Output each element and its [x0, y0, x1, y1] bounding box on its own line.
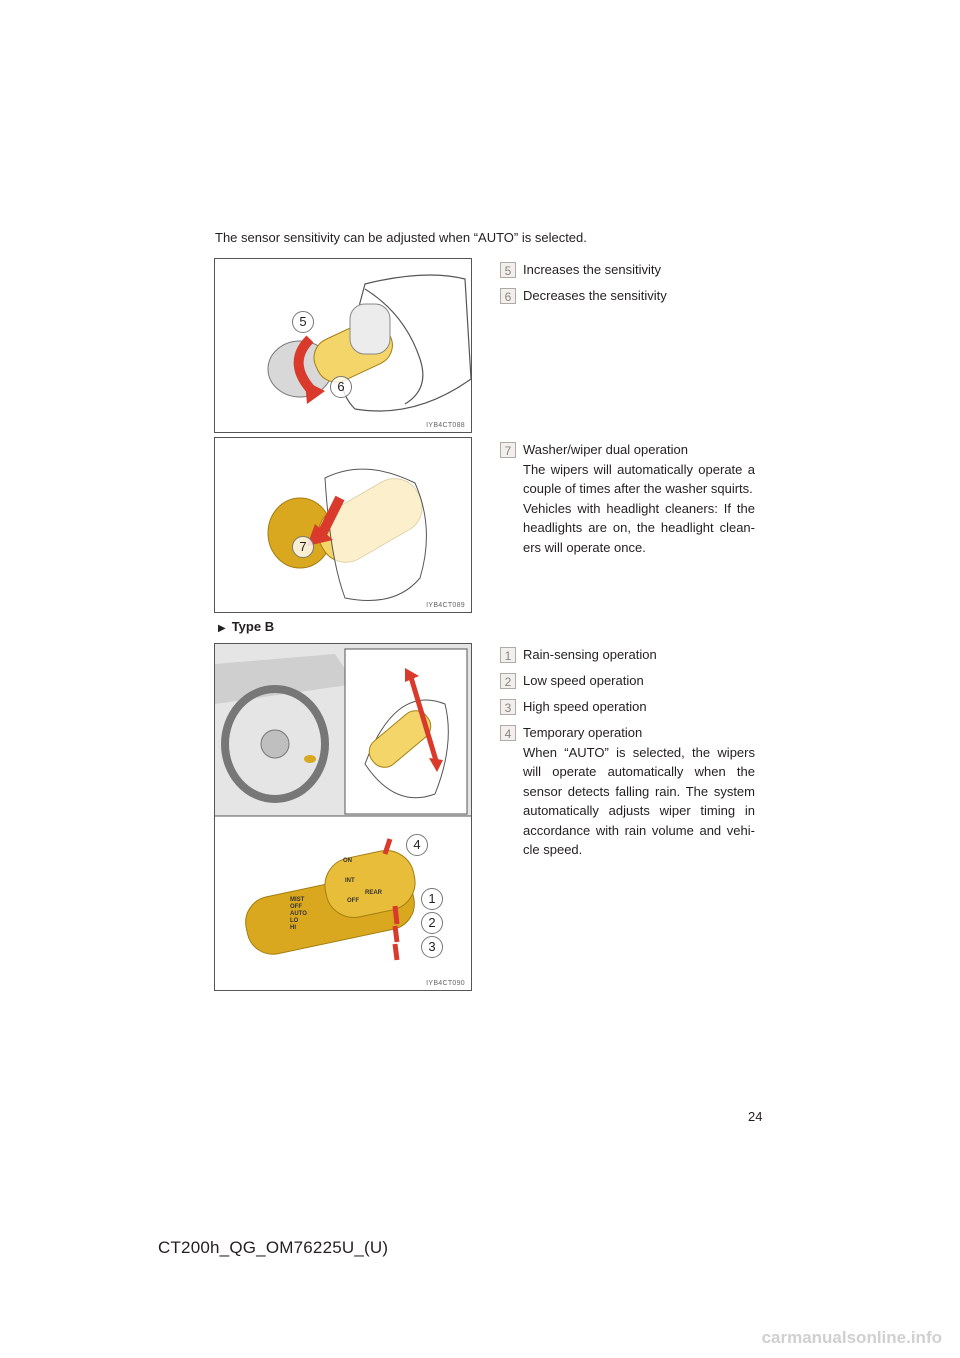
item-title: Increases the sensitivity: [523, 262, 662, 277]
figure-code: IYB4CT090: [426, 980, 465, 987]
callout-1: 1: [421, 888, 443, 910]
item-high-speed: [500, 697, 755, 717]
washer-label-rear: REAR: [365, 890, 383, 896]
figure-illustration: [215, 259, 471, 432]
item-number-badge: 7: [500, 442, 516, 458]
item-title: Temporary operation: [523, 725, 643, 740]
item-washer-wiper-dual: [500, 440, 755, 557]
item-temporary-operation: [500, 723, 755, 860]
item-number-badge: 6: [500, 288, 516, 304]
washer-label-on: ON: [343, 858, 352, 864]
triangle-marker-icon: ▶: [218, 623, 226, 634]
item-increase-sensitivity: [500, 260, 755, 280]
lever-label-auto: AUTO: [290, 911, 307, 917]
type-b-heading: [218, 619, 274, 634]
callout-3: 3: [421, 936, 443, 958]
callout-7: 7: [292, 536, 314, 558]
footer-doc-code: CT200h_QG_OM76225U_(U): [158, 1238, 389, 1257]
item-number-badge: 5: [500, 262, 516, 278]
item-description-headlight: Vehicles with headlight cleaners: If the headlights are on, the headlight clean ers will operate once.: [523, 500, 755, 555]
item-number-badge: 1: [500, 647, 516, 663]
item-title: Low speed operation: [523, 673, 644, 688]
item-low-speed: [500, 671, 755, 691]
callout-4: 4: [406, 834, 428, 856]
washer-label-int: INT: [345, 878, 355, 884]
intro-text: The sensor sensitivity can be adjusted when “AUTO” is selected.: [215, 230, 587, 245]
callout-2: 2: [421, 912, 443, 934]
callout-5: 5: [292, 311, 314, 333]
callout-6: 6: [330, 376, 352, 398]
watermark: carmanualsonline.info: [761, 1328, 942, 1347]
washer-label-off: OFF: [347, 898, 359, 904]
item-number-badge: 4: [500, 725, 516, 741]
item-title: Washer/wiper dual operation: [523, 442, 688, 457]
item-number-badge: 3: [500, 699, 516, 715]
page-number: 24: [748, 1109, 763, 1124]
figure-washer-operation: [214, 437, 472, 613]
figure-illustration: [215, 438, 471, 612]
lever-label-hi: HI: [290, 925, 296, 931]
item-description: The wipers will automatically operate a couple of times after the washer squirts.: [523, 461, 755, 496]
lever-label-off: OFF: [290, 904, 302, 910]
type-b-label: Type B: [231, 619, 275, 634]
figure-code: IYB4CT089: [426, 602, 465, 609]
item-number-badge: 2: [500, 673, 516, 689]
item-description: When “AUTO” is selected, the wipers will operate automatically when the sensor detects falling rain. The system automatically adjusts wiper timing in accordance with rain volume and vehi cle speed.: [523, 744, 755, 857]
lever-label-lo: LO: [290, 918, 299, 924]
item-decrease-sensitivity: [500, 286, 755, 306]
figure-sensitivity-dial: [214, 258, 472, 433]
item-rain-sensing: [500, 645, 755, 665]
item-title: Rain-sensing operation: [523, 647, 657, 662]
figure-code: IYB4CT088: [426, 422, 465, 429]
item-title: High speed operation: [523, 699, 647, 714]
item-title: Decreases the sensitivity: [523, 288, 667, 303]
figure-type-b-lever: [214, 643, 472, 991]
lever-label-mist: MIST: [290, 897, 305, 903]
